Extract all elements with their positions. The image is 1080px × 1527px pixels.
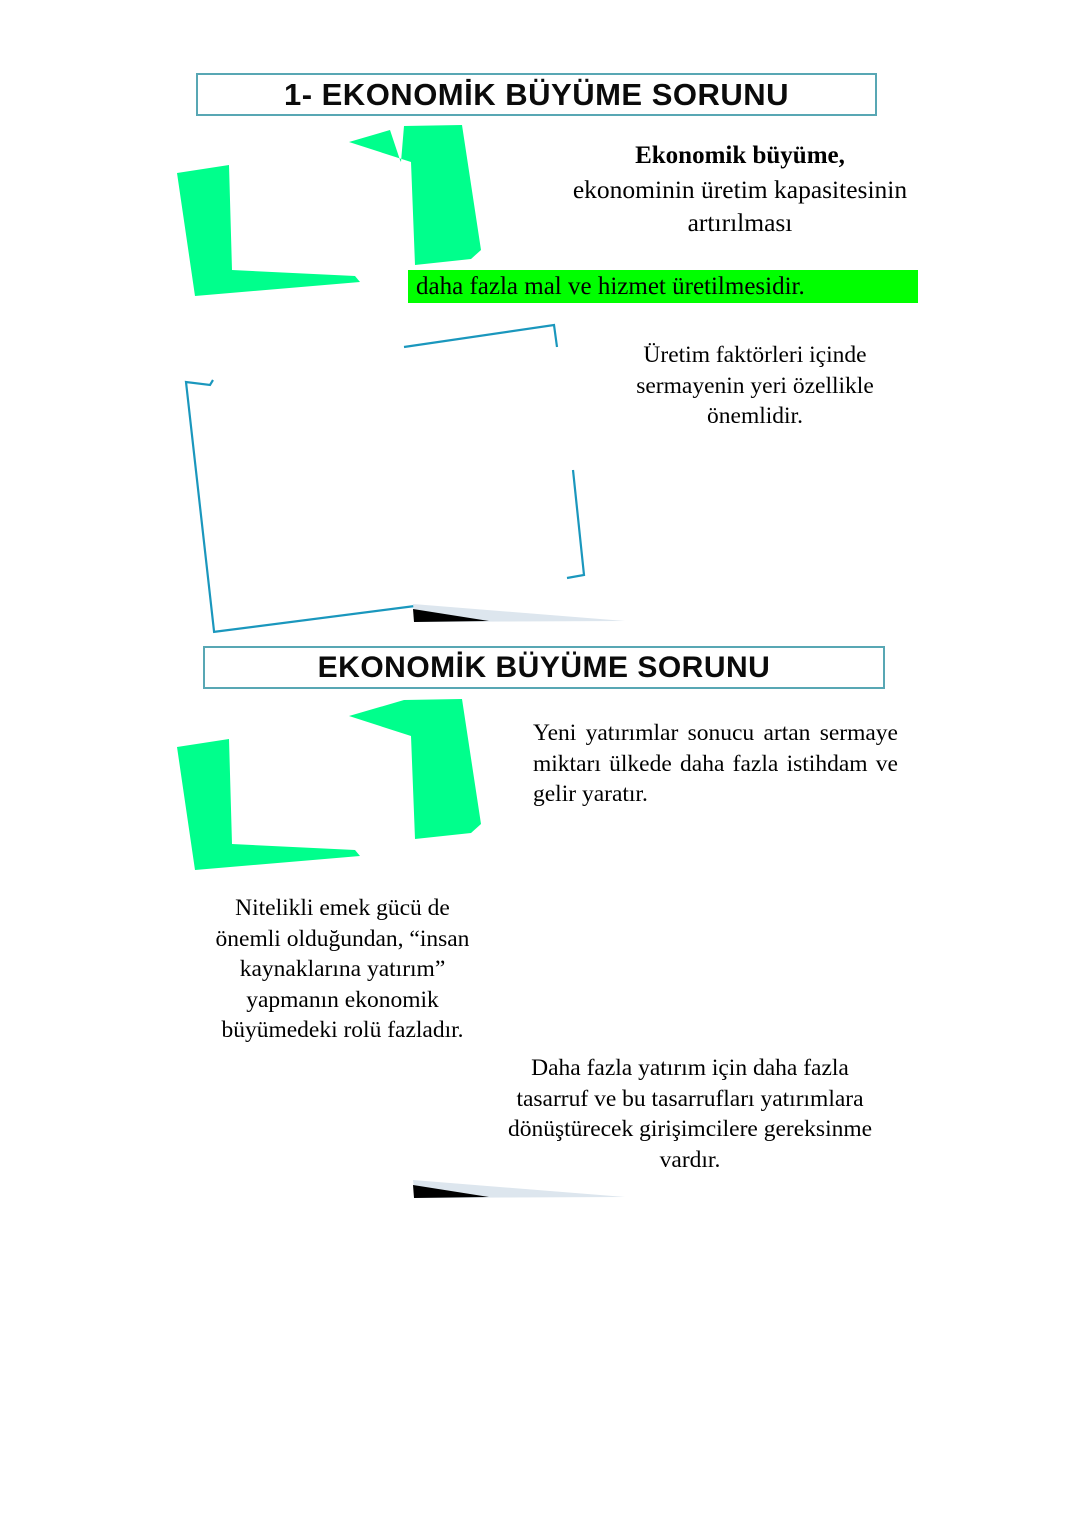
rotated-open-frame — [186, 325, 584, 632]
wedge-divider-bottom — [413, 1180, 625, 1198]
slide1-title-text: 1- EKONOMİK BÜYÜME SORUNU — [283, 76, 790, 112]
slide1-highlighted-line — [408, 270, 918, 303]
slide1-highlight-text: daha fazla mal ve hizmet üretilmesidir. — [416, 272, 805, 300]
slide2-labour-paragraph: Nitelikli emek gücü de önemli olduğundan, “insan kaynaklarına yatırım” yapmanın ekonomik büyümedeki rolü fazladır. — [215, 895, 470, 1044]
slide2-saving-paragraph: Daha fazla yatırım için daha fazla tasarruf ve bu tasarrufları yatırımlara dönüştürecek girişimcilere gereksinme vardır. — [507, 1055, 873, 1173]
slide2-title-banner — [203, 646, 885, 689]
quote-decoration-green-bottom — [177, 699, 481, 870]
slide1-intro-lead: Ekonomik büyüme, — [635, 142, 845, 169]
slide2-investment-paragraph: Yeni yatırımlar sonucu artan sermaye miktarı ülkede daha fazla istihdam ve gelir yaratır. — [533, 720, 898, 808]
wedge-divider-top — [413, 604, 625, 622]
slide1-intro-rest: ekonominin üretim kapasitesinin artırılması — [572, 174, 908, 237]
slide1-factors-paragraph: Üretim faktörleri içinde sermayenin yeri özellikle önemlidir. — [636, 342, 874, 430]
slide1-title-banner — [196, 73, 877, 116]
slide2-title-text: EKONOMİK BÜYÜME SORUNU — [317, 650, 771, 684]
slide1-intro-paragraph — [540, 140, 940, 239]
